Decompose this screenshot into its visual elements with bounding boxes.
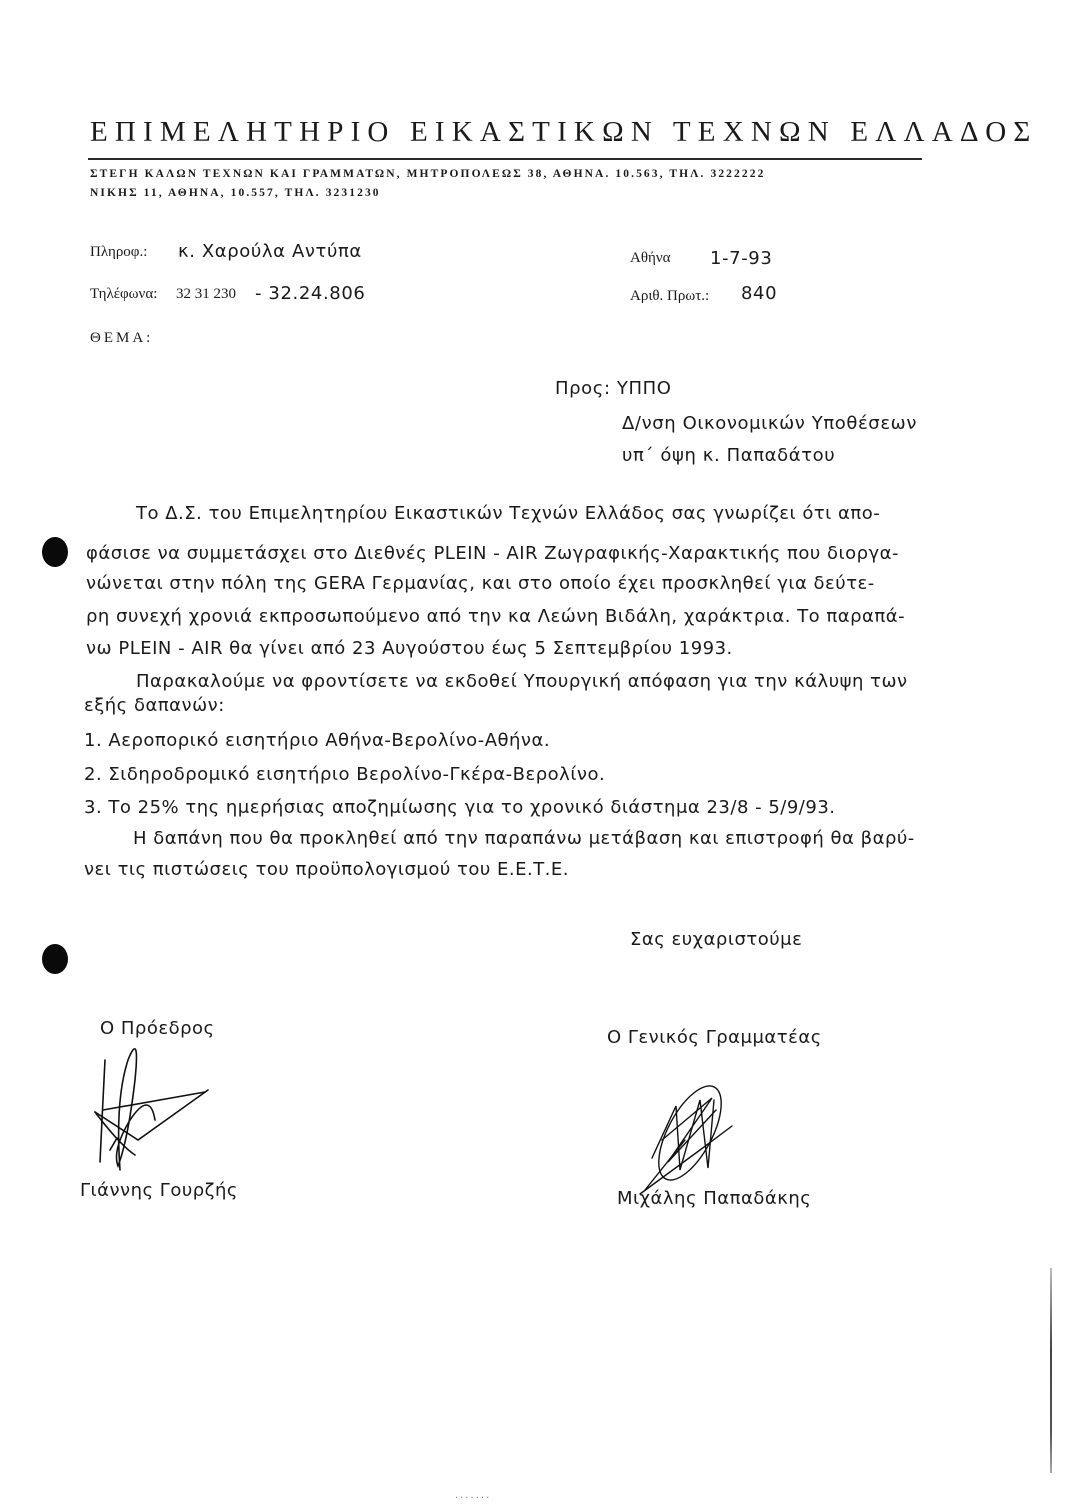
recipient-line-1: Προς: ΥΠΠΟ xyxy=(555,378,672,399)
body-line: εξής δαπανών: xyxy=(84,695,225,716)
info-label: Πληροφ.: xyxy=(90,244,148,260)
body-line: Παρακαλούμε να φροντίσετε να εκδοθεί Υπουργική απόφαση για την κάλυψη των xyxy=(136,671,908,692)
body-line: Η δαπάνη που θα προκληθεί από την παραπάνω μετάβαση και επιστροφή θα βαρύ- xyxy=(133,828,915,849)
body-line: ρη συνεχή χρονιά εκπροσωπούμενο από την κα Λεώνη Βιδάλη, χαράκτρια. Το παραπά- xyxy=(86,606,906,627)
protocol-value: 840 xyxy=(741,283,778,304)
left-signatory-title: Ο Πρόεδρος xyxy=(100,1018,215,1039)
punch-hole xyxy=(42,537,68,567)
phone-printed: 32 31 230 xyxy=(176,286,236,302)
left-signatory-name: Γιάννης Γουρζής xyxy=(80,1180,238,1201)
right-signatory-title: Ο Γενικός Γραμματέας xyxy=(607,1027,822,1048)
list-item: 1. Αεροπορικό εισητήριο Αθήνα-Βερολίνο-Αθήνα. xyxy=(84,730,551,751)
info-value: κ. Χαρούλα Αντύπα xyxy=(178,241,362,262)
footer-dots: ....... xyxy=(455,1490,492,1501)
phone-label: Τηλέφωνα: xyxy=(90,286,158,302)
date-value: 1-7-93 xyxy=(710,248,773,269)
body-line: νει τις πιστώσεις του προϋπολογισμού του Ε.Ε.Τ.Ε. xyxy=(84,859,570,880)
right-signatory-name: Μιχάλης Παπαδάκης xyxy=(617,1188,812,1209)
subject-label: ΘΕΜΑ: xyxy=(90,330,154,346)
body-line: νω PLEIN - AIR θα γίνει από 23 Αυγούστου έως 5 Σεπτεμβρίου 1993. xyxy=(86,638,733,659)
body-line: νώνεται στην πόλη της GERA Γερμανίας, και στο οποίο έχει προσκληθεί για δεύτε- xyxy=(86,573,875,594)
recipient-line-2: Δ/νση Οικονομικών Υποθέσεων xyxy=(622,413,917,434)
phone-typed: - 32.24.806 xyxy=(255,283,366,304)
organization-title: ΕΠΙΜΕΛΗΤΗΡΙΟ ΕΙΚΑΣΤΙΚΩΝ ΤΕΧΝΩΝ ΕΛΛΑΔΟΣ xyxy=(90,116,1038,148)
body-line: Το Δ.Σ. του Επιμελητηρίου Εικαστικών Τεχνών Ελλάδος σας γνωρίζει ότι απο- xyxy=(136,503,881,524)
punch-hole xyxy=(42,944,68,974)
recipient-line-3: υπ΄ όψη κ. Παπαδάτου xyxy=(622,445,836,466)
address-line-1: ΣΤΕΓΗ ΚΑΛΩΝ ΤΕΧΝΩΝ ΚΑΙ ΓΡΑΜΜΑΤΩΝ, ΜΗΤΡΟΠΟΛΕΩΣ 38, ΑΘΗΝΑ. 10.563, ΤΗΛ. 3222222 xyxy=(90,168,766,180)
list-item: 3. Το 25% της ημερήσιας αποζημίωσης για το χρονικό διάστημα 23/8 - 5/9/93. xyxy=(84,797,836,818)
body-line: φάσισε να συμμετάσχει στο Διεθνές PLEIN - AIR Ζωγραφικής-Χαρακτικής που διοργα- xyxy=(86,543,900,564)
list-item: 2. Σιδηροδρομικό εισητήριο Βερολίνο-Γκέρα-Βερολίνο. xyxy=(84,764,606,785)
closing-text: Σας ευχαριστούμε xyxy=(630,929,803,950)
address-line-2: ΝΙΚΗΣ 11, ΑΘΗΝΑ, 10.557, ΤΗΛ. 3231230 xyxy=(90,187,381,199)
scan-edge-line xyxy=(1050,1268,1052,1473)
protocol-label: Αριθ. Πρωτ.: xyxy=(630,288,710,304)
place-label: Αθήνα xyxy=(630,250,671,266)
